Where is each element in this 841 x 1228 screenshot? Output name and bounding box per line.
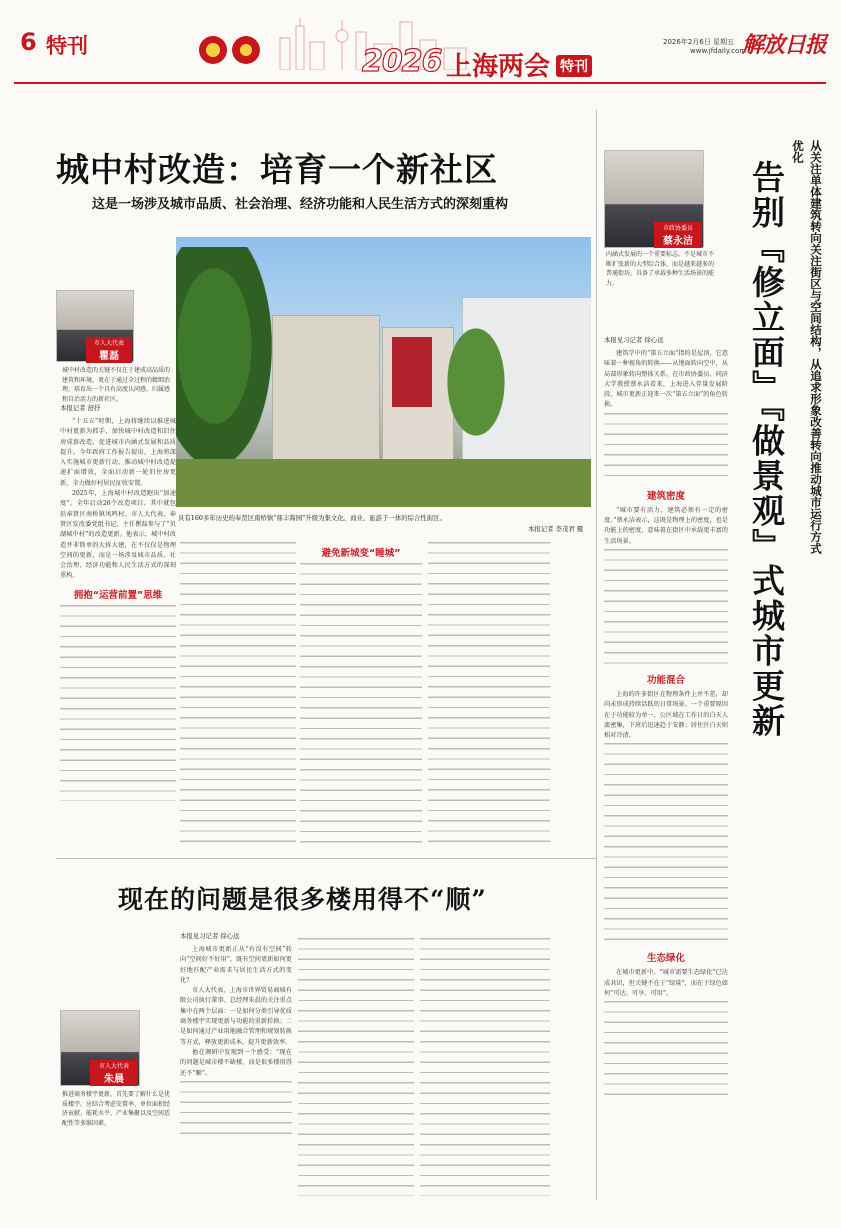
body-text-lines xyxy=(180,1081,292,1141)
article1-col1 xyxy=(60,398,176,801)
body-text-lines xyxy=(604,743,728,945)
article-divider xyxy=(56,858,596,859)
article1-col3 xyxy=(300,540,422,845)
masthead: 解放日报 xyxy=(742,32,827,58)
date-line: 2026年2月6日 星期五 xyxy=(663,38,734,46)
delegate-name: 蔡永洁 xyxy=(663,236,693,247)
header-rule xyxy=(14,82,826,84)
article3-subtitle xyxy=(785,140,825,560)
paragraph: “城市要有活力，建筑必须有一定的密度。”蔡永洁表示，这既是物理上的密度，也是功能上的密度，意味着在街区中承载更丰富的生活场景。 xyxy=(604,506,728,545)
article3-title xyxy=(740,160,788,739)
article1-col4 xyxy=(428,540,550,842)
body-text-lines xyxy=(428,542,550,842)
photo-credit: 本报记者 李茂君 摄 xyxy=(528,525,584,533)
lawn xyxy=(176,459,591,507)
section-heading: 建筑密度 xyxy=(646,490,685,502)
delegate-quote: 城中村改造的关键不仅在于建成高品质的建筑和环境，更在于通过全过程的精细治理，培育出一个具有高度认同感、归属感和自治活力的新社区。 xyxy=(62,367,171,403)
paragraph: 市人大代表，上海市世界贸易商城有限公司执行董事、总经理朱晨的关注重点集中在两个层面：一是如何分类引导优质商务楼宇实现更新与功能的重新转换；二是如何通过产业用地融合管理和规划转换等方式，释放更新成本，提升更新效率。 xyxy=(180,987,292,1046)
byline: 本报见习记者 徐心远 xyxy=(180,932,240,940)
paragraph: 在城市更新中，“城市需要生态绿化”已达成共识，但关键不在于“绿量”，而在于绿色如何“可达、可享、可用”。 xyxy=(604,969,728,998)
paragraph: 他在调研中发现到一个感受：“现在的问题是城市楼不缺楼，而是很多楼用得还不“顺”。 xyxy=(180,1048,292,1077)
column-divider xyxy=(596,110,597,1200)
page-number: 6 xyxy=(20,28,37,56)
delegate-name-badge xyxy=(86,337,132,363)
article1-title: 城中村改造：培育一个新社区 xyxy=(56,150,498,189)
delegate-name-badge xyxy=(90,1060,138,1086)
street-photo xyxy=(176,237,591,507)
article2-col1 xyxy=(180,926,292,1141)
article1-subtitle: 这是一场涉及城市品质、社会治理、经济功能和人民生活方式的深刻重构 xyxy=(92,197,509,212)
article2-col3 xyxy=(420,936,550,1196)
banner-year: 2026 xyxy=(362,44,442,79)
website: www.jfdaily.com xyxy=(690,47,747,55)
body-text-lines xyxy=(300,563,422,845)
banner-title: 上海两会 xyxy=(446,52,551,82)
paragraph: 上海城市更新正从“有没有空间”转向“空间好不好用”，既有空间更新如何更好地匹配产业需求与居民生活方式的变化？ xyxy=(180,946,292,984)
paragraph: 建筑学中的“第五立面”指的是屋顶，它意味着一种视角的转换——从地面转向空中，从局部形象转向整体关系。在市政协委员、同济大学教授蔡永洁看来，上海进入存量发展阶段，城市更新正迎来一次“第五立面”的角色转换。 xyxy=(604,350,728,409)
building-left xyxy=(272,315,380,467)
paragraph: “十五五”时期，上海将继续以推进城中村更新为抓手，加快城中村改造和旧住房成套改造，促进城市内涵式发展和品质提升。今年政府工作报告提出，上海将深入实施城市更新行动，推动城中村改造提速扩面增效，全面启动新一轮旧住房更新，全力做好村居民征收安置。 xyxy=(60,418,176,487)
body-text-lines xyxy=(420,938,550,1196)
body-text-lines xyxy=(60,605,176,801)
article3-title-text: 告别『修立面』『做景观』式城市更新 xyxy=(747,160,786,739)
section-label: 特刊 xyxy=(46,34,88,58)
delegate-role: 市人大代表 xyxy=(93,340,124,347)
tree-left xyxy=(176,247,272,467)
photo-caption: 具有160多年历史的奉贤区南桥镇“鼎丰酱园”升级为集文化、商业、旅游于一体的综合性街区。 xyxy=(178,514,446,522)
delegate-name: 朱晨 xyxy=(104,1074,124,1085)
delegate-quote: 内涵式发展的一个重要标志，不是城市不断扩张新的大型综合体，而是越来越多的普通街坊，具备了承载多种生活场景的能力。 xyxy=(606,251,715,287)
delegate-role: 市人大代表 xyxy=(98,1063,129,1070)
national-emblem-icon xyxy=(199,36,227,64)
section-heading: 避免新城变“睡城” xyxy=(321,548,401,559)
tree-mid xyxy=(436,307,516,457)
delegate-quote: 推进商务楼宇更新，首先要了解什么是优质楼宇。应结合考虑安置率、单位面积经济贡献、能耗水平、产业集聚以及空间适配性等多维因素。 xyxy=(62,1091,171,1127)
page-header xyxy=(0,0,841,88)
body-text-lines xyxy=(604,413,728,483)
article2-col2 xyxy=(298,936,414,1196)
article3-subtitle-text: 从关注单体建筑转向关注街区与空间结构，从追求形象改善转向推动城市运行方式优化 xyxy=(791,140,823,554)
article3-col1 xyxy=(604,330,728,1103)
delegate-name: 瞿磊 xyxy=(99,351,119,362)
shanghai-emblem-icon xyxy=(232,36,260,64)
body-text-lines xyxy=(298,938,414,1196)
delegate-role: 市政协委员 xyxy=(662,225,693,232)
paragraph: 2025年，上海城中村改造跑出“加速度”，全年启动26个改造项目。其中就包括奉贤区南桥镇凤鸣村、市人大代表、奉贤区发改委党组书记、主任瞿磊参与了“贝湖城中村”的改造更新。他表示，城中村改造并非简单的大拆大建，在不仅仅是物理空间的更新，而是一场涉及城市品质、社会治理、经济功能和人民生活方式的深刻重构。 xyxy=(60,490,176,580)
body-text-lines xyxy=(180,542,296,842)
section-heading: 功能混合 xyxy=(646,674,685,686)
delegate-name-badge xyxy=(654,222,702,248)
article1-col2 xyxy=(180,540,296,842)
section-heading: 生态绿化 xyxy=(646,953,685,965)
section-heading: 拥抱“运营前置”思维 xyxy=(73,589,163,601)
article2-title: 现在的问题是很多楼用得不“顺” xyxy=(118,885,487,914)
banner-tag: 特刊 xyxy=(556,55,592,77)
paragraph: 上海的许多街区在物理条件上并不差，却尚未形成持续活跃的日常场景。一个重要原因在于功能较为单一，公区域在工作日的白天人流密集，下班后迅速趋于安静；居住区白天则相对冷清。 xyxy=(604,690,728,740)
body-text-lines xyxy=(604,1001,728,1103)
byline: 本报见习记者 徐心远 xyxy=(604,336,664,344)
byline: 本报记者 舒抒 xyxy=(60,404,101,412)
shop-sign xyxy=(392,337,432,407)
body-text-lines xyxy=(604,549,728,667)
